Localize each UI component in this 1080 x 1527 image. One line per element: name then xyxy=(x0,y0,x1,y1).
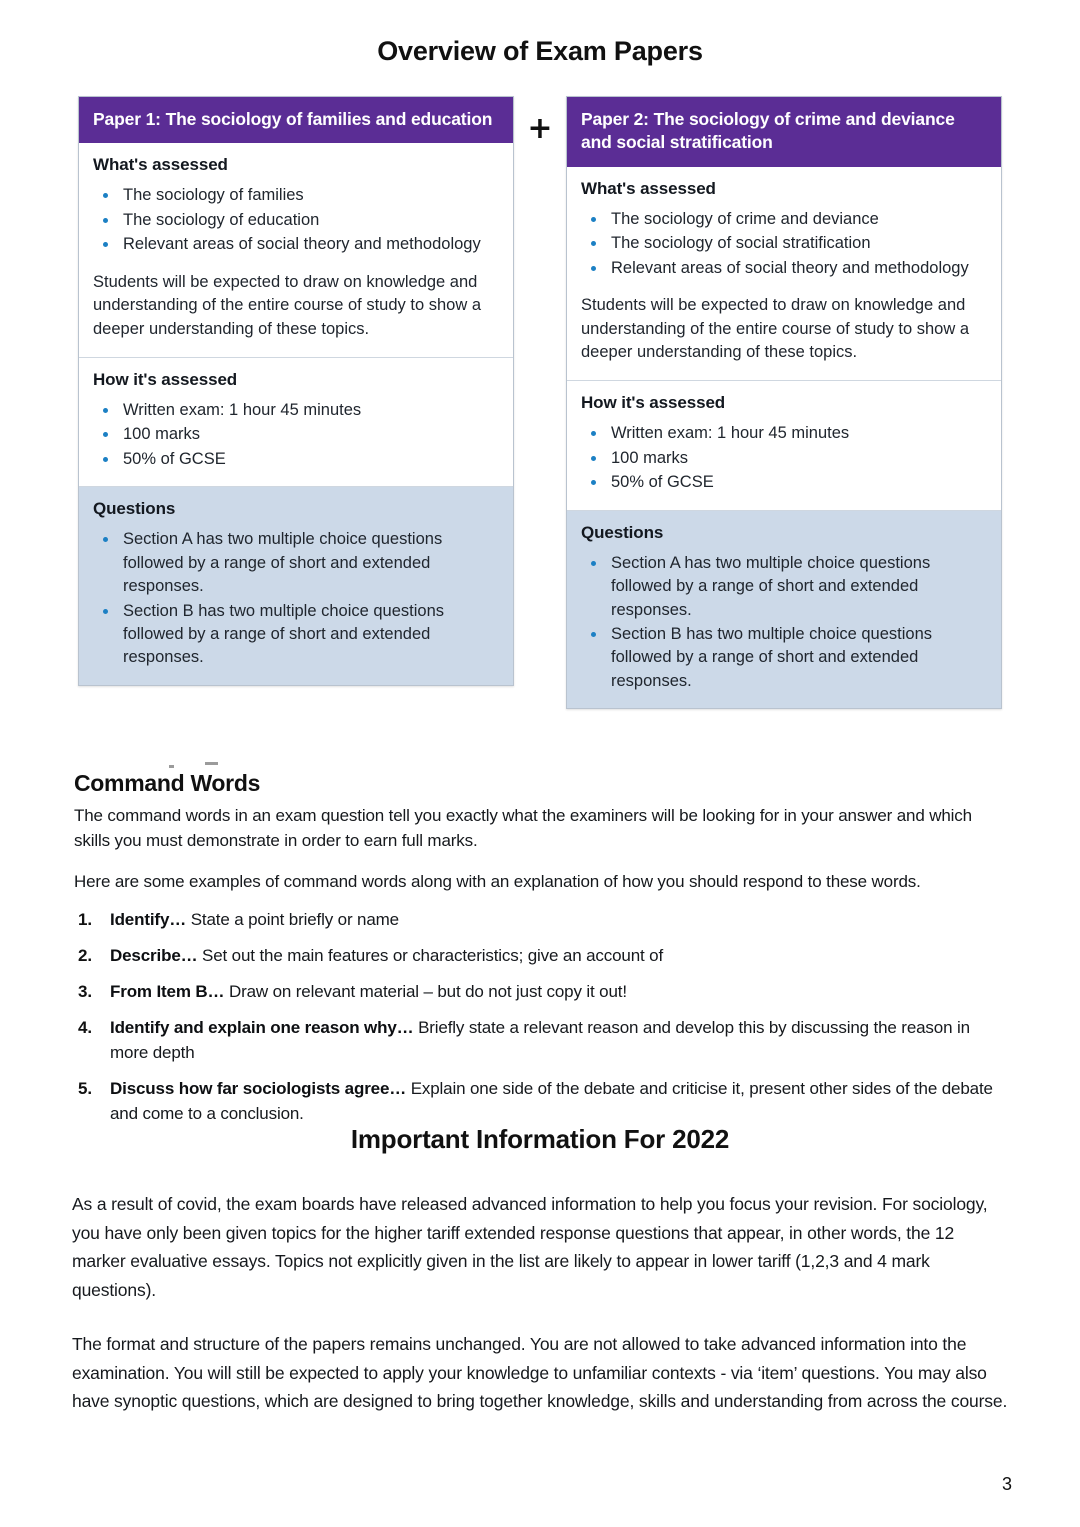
plus-icon: + xyxy=(527,111,553,146)
command-word-term: Discuss how far sociologists agree… xyxy=(110,1079,407,1099)
list-item xyxy=(74,1077,1010,1127)
list-item: 50% of GCSE xyxy=(93,448,499,471)
paper-2-whats-assessed-title: What's assessed xyxy=(581,178,716,198)
paper-2-whats-assessed-note: Students will be expected to draw on knowledge and understanding of the entire course of study to show a deeper understanding of these topics. xyxy=(581,296,969,361)
important-information-paragraph: As a result of covid, the exam boards have released advanced information to help you focus your revision. For sociology, you have only been given topics for the higher tariff extended response questions that appear, in other words, the 12 marker evaluative essays. Topics not explicitly given in the list are likely to appear in lower tariff (1,2,3 and 4 mark questions). xyxy=(72,1194,988,1300)
paper-2-questions-section xyxy=(567,510,1001,709)
paper-2-whats-assessed-section xyxy=(567,167,1001,381)
command-words-section xyxy=(74,770,1010,1138)
paper-2-header: Paper 2: The sociology of crime and deviance and social stratification xyxy=(567,97,1001,167)
command-word-term: Identify and explain one reason why… xyxy=(110,1018,414,1038)
paper-2-whats-assessed-list xyxy=(581,208,987,280)
list-item: The sociology of social stratification xyxy=(581,232,987,255)
command-word-definition: Briefly state a relevant reason and develop this by discussing the reason in more depth xyxy=(110,1018,970,1063)
paper-1-questions-title: Questions xyxy=(93,499,176,519)
command-word-term: Identify… xyxy=(110,910,187,930)
important-information-body xyxy=(72,1190,1012,1416)
important-information-paragraph: The format and structure of the papers remains unchanged. You are not allowed to take advanced information into the examination. You will still be expected to apply your knowledge to unfamiliar contexts - via ‘item’ questions. You may also have synoptic questions, which are designed to bring together knowledge, skills and understanding from across the course. xyxy=(72,1334,1008,1412)
command-words-heading: Command Words xyxy=(74,770,261,796)
list-item: 50% of GCSE xyxy=(581,471,987,494)
command-words-lead-in: Here are some examples of command words along with an explanation of how you should respond to these words. xyxy=(74,872,921,892)
paper-1-card xyxy=(78,96,514,686)
list-item xyxy=(74,908,1010,933)
list-item: Section B has two multiple choice questions followed by a range of short and extended responses. xyxy=(581,623,987,693)
command-word-definition: Draw on relevant material – but do not just copy it out! xyxy=(228,982,627,1002)
paper-1-whats-assessed-section xyxy=(79,143,513,357)
paper-2-how-assessed-title: How it's assessed xyxy=(581,393,726,413)
page-title: Overview of Exam Papers xyxy=(377,36,703,66)
command-word-definition: State a point briefly or name xyxy=(190,910,399,930)
list-item: 100 marks xyxy=(93,423,499,446)
list-item xyxy=(74,944,1010,969)
list-item: The sociology of crime and deviance xyxy=(581,208,987,231)
command-word-term: Describe… xyxy=(110,946,198,966)
command-words-list xyxy=(74,908,1010,1127)
paper-1-questions-section xyxy=(79,486,513,685)
list-item xyxy=(74,980,1010,1005)
list-item: Section A has two multiple choice questions followed by a range of short and extended responses. xyxy=(581,552,987,622)
paper-2-card xyxy=(566,96,1002,709)
list-item: Written exam: 1 hour 45 minutes xyxy=(581,422,987,445)
paper-1-whats-assessed-title: What's assessed xyxy=(93,155,228,175)
paper-1-how-assessed-section xyxy=(79,357,513,486)
paper-1-questions-list xyxy=(93,528,499,670)
important-information-heading: Important Information For 2022 xyxy=(350,1124,730,1154)
paper-1-whats-assessed-note: Students will be expected to draw on knowledge and understanding of the entire course of study to show a deeper understanding of these topics. xyxy=(93,272,481,338)
page-number: 3 xyxy=(1001,1474,1012,1494)
command-word-term: From Item B… xyxy=(110,982,225,1002)
list-item: Relevant areas of social theory and methodology xyxy=(93,233,499,256)
exam-papers-comparison xyxy=(78,96,1002,709)
paper-1-whats-assessed-list xyxy=(93,184,499,256)
paper-1-how-assessed-title: How it's assessed xyxy=(93,369,238,389)
paper-1-header: Paper 1: The sociology of families and education xyxy=(79,97,513,143)
paper-2-how-assessed-section xyxy=(567,380,1001,509)
paper-2-how-assessed-list xyxy=(581,422,987,494)
list-item: Section B has two multiple choice questions followed by a range of short and extended responses. xyxy=(93,600,499,670)
list-item: Section A has two multiple choice questions followed by a range of short and extended responses. xyxy=(93,528,499,598)
paper-1-how-assessed-list xyxy=(93,399,499,471)
command-words-intro: The command words in an exam question tell you exactly what the examiners will be looking for in your answer and which skills you must demonstrate in order to earn full marks. xyxy=(74,806,972,851)
command-word-definition: Set out the main features or characteristics; give an account of xyxy=(202,946,664,966)
list-item: Relevant areas of social theory and methodology xyxy=(581,257,987,280)
list-item xyxy=(74,1016,1010,1066)
paper-2-questions-title: Questions xyxy=(581,522,664,542)
list-item: 100 marks xyxy=(581,447,987,470)
list-item: The sociology of families xyxy=(93,184,499,207)
paper-2-questions-list xyxy=(581,552,987,694)
command-word-definition: Explain one side of the debate and criticise it, present other sides of the debate and come to a conclusion. xyxy=(110,1079,993,1124)
list-item: The sociology of education xyxy=(93,209,499,232)
list-item: Written exam: 1 hour 45 minutes xyxy=(93,399,499,422)
